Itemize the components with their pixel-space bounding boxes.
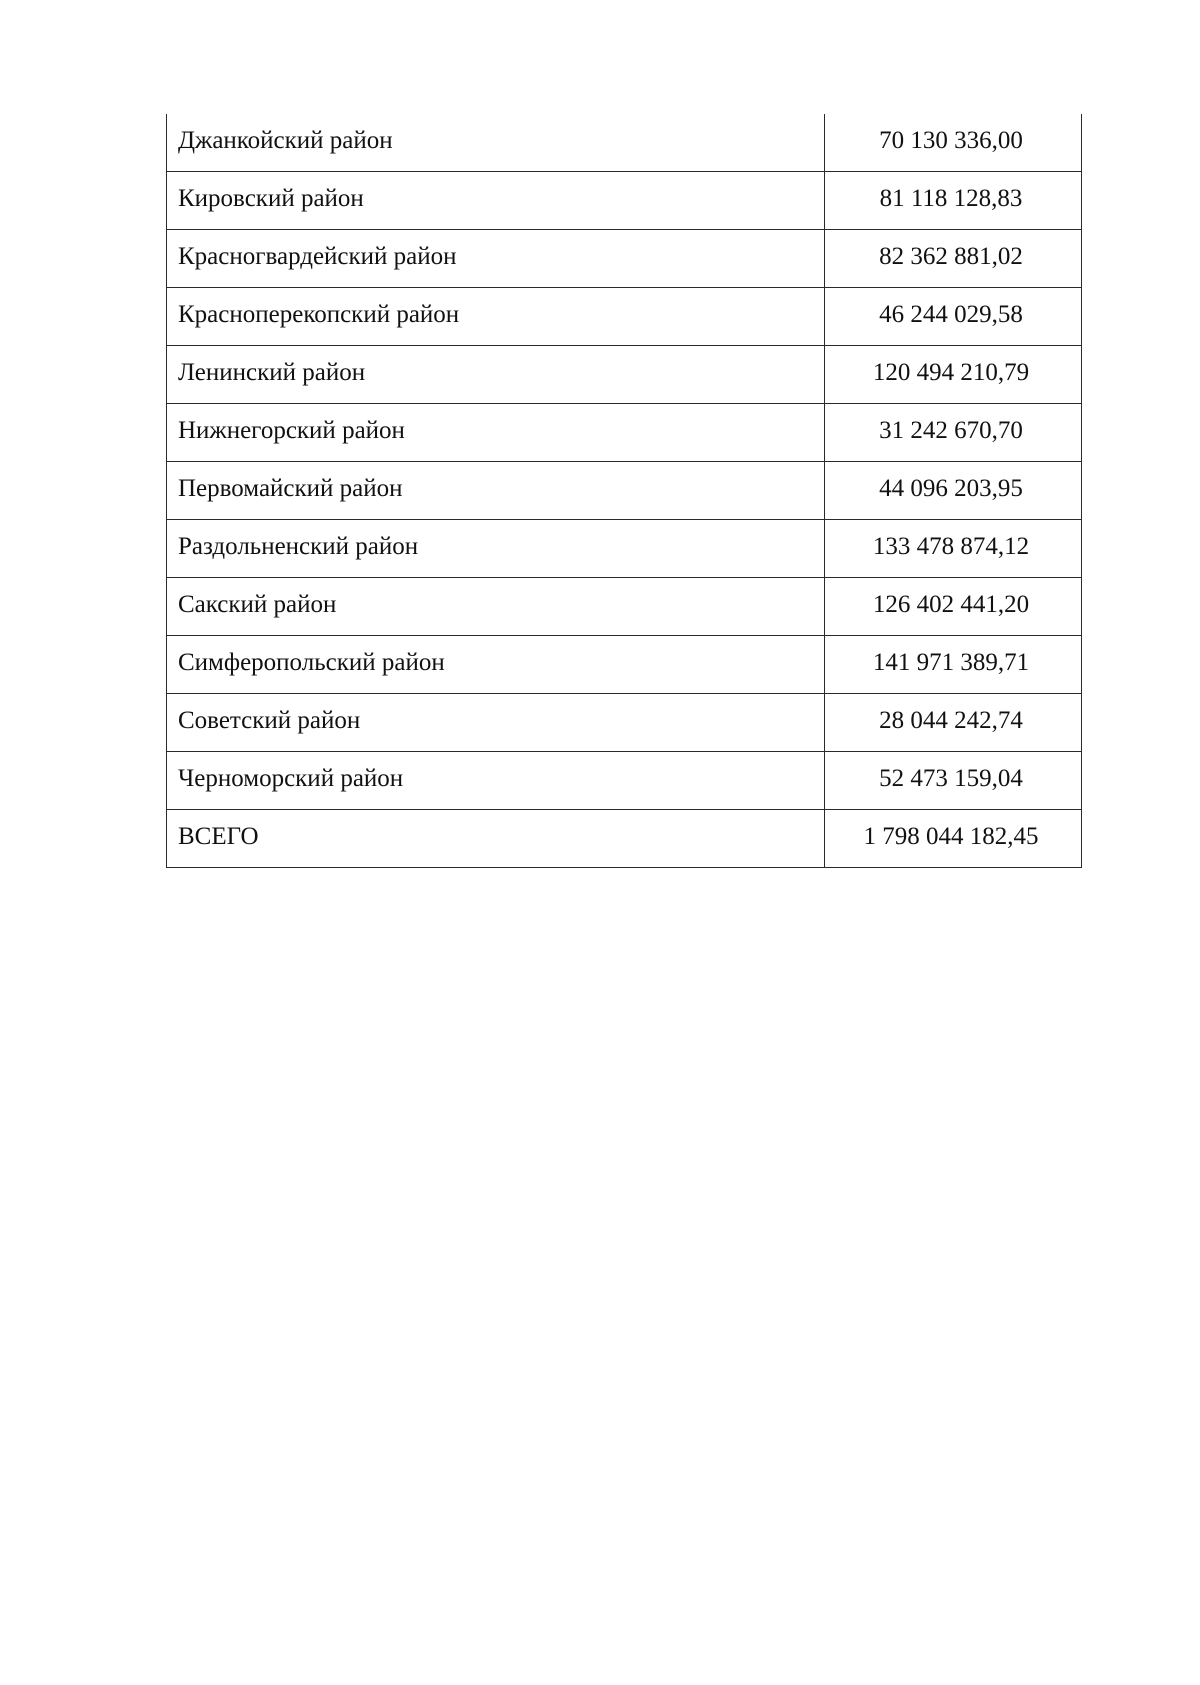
total-label: ВСЕГО <box>178 823 259 850</box>
district-name-cell <box>167 404 825 462</box>
district-name-cell <box>167 346 825 404</box>
district-name: Симферопольский район <box>178 649 445 676</box>
district-name-cell <box>167 694 825 752</box>
total-label-cell <box>167 810 825 868</box>
amount-value: 133 478 874,12 <box>872 533 1030 560</box>
amount-value: 31 242 670,70 <box>879 417 1023 444</box>
amount-value: 28 044 242,74 <box>879 707 1023 734</box>
district-name: Кировский район <box>178 185 364 212</box>
amount-cell <box>825 230 1082 288</box>
amount-cell <box>825 114 1082 172</box>
district-name-cell <box>167 462 825 520</box>
table-row <box>167 114 1082 172</box>
amount-value: 52 473 159,04 <box>879 765 1023 792</box>
amount-cell <box>825 462 1082 520</box>
table-row <box>167 288 1082 346</box>
district-name-cell <box>167 752 825 810</box>
district-name-cell <box>167 172 825 230</box>
table-row <box>167 636 1082 694</box>
amount-cell <box>825 578 1082 636</box>
district-name: Раздольненский район <box>178 533 419 560</box>
amount-cell <box>825 694 1082 752</box>
table-row <box>167 578 1082 636</box>
district-name-cell <box>167 636 825 694</box>
total-amount-cell <box>825 810 1082 868</box>
table-row <box>167 404 1082 462</box>
amount-value: 44 096 203,95 <box>879 475 1023 502</box>
district-name-cell <box>167 114 825 172</box>
district-name: Советский район <box>178 707 361 734</box>
table-row <box>167 694 1082 752</box>
total-amount: 1 798 044 182,45 <box>863 823 1039 850</box>
amount-cell <box>825 346 1082 404</box>
amount-value: 70 130 336,00 <box>879 127 1023 154</box>
district-name: Первомайский район <box>178 475 403 502</box>
amount-value: 82 362 881,02 <box>879 243 1023 270</box>
district-name-cell <box>167 578 825 636</box>
district-name-cell <box>167 520 825 578</box>
amount-value: 141 971 389,71 <box>872 649 1030 676</box>
district-name: Нижнегорский район <box>178 417 405 444</box>
table-row <box>167 520 1082 578</box>
table-row <box>167 172 1082 230</box>
amount-value: 126 402 441,20 <box>872 591 1030 618</box>
table-total-row <box>167 810 1082 868</box>
district-name: Красноперекопский район <box>178 301 460 328</box>
district-name-cell <box>167 288 825 346</box>
amount-value: 120 494 210,79 <box>872 359 1030 386</box>
district-name: Черноморский район <box>178 765 404 792</box>
district-name: Джанкойский район <box>178 127 393 154</box>
amount-cell <box>825 520 1082 578</box>
district-name-cell <box>167 230 825 288</box>
amount-cell <box>825 752 1082 810</box>
amount-cell <box>825 636 1082 694</box>
district-name: Сакский район <box>178 591 337 618</box>
amount-cell <box>825 288 1082 346</box>
amount-cell <box>825 172 1082 230</box>
district-name: Ленинский район <box>178 359 366 386</box>
district-budget-table <box>166 114 1082 868</box>
amount-value: 81 118 128,83 <box>879 185 1023 212</box>
table-row <box>167 752 1082 810</box>
district-name: Красногвардейский район <box>178 243 457 270</box>
table-row <box>167 346 1082 404</box>
table-row <box>167 462 1082 520</box>
amount-cell <box>825 404 1082 462</box>
amount-value: 46 244 029,58 <box>879 301 1023 328</box>
table-row <box>167 230 1082 288</box>
